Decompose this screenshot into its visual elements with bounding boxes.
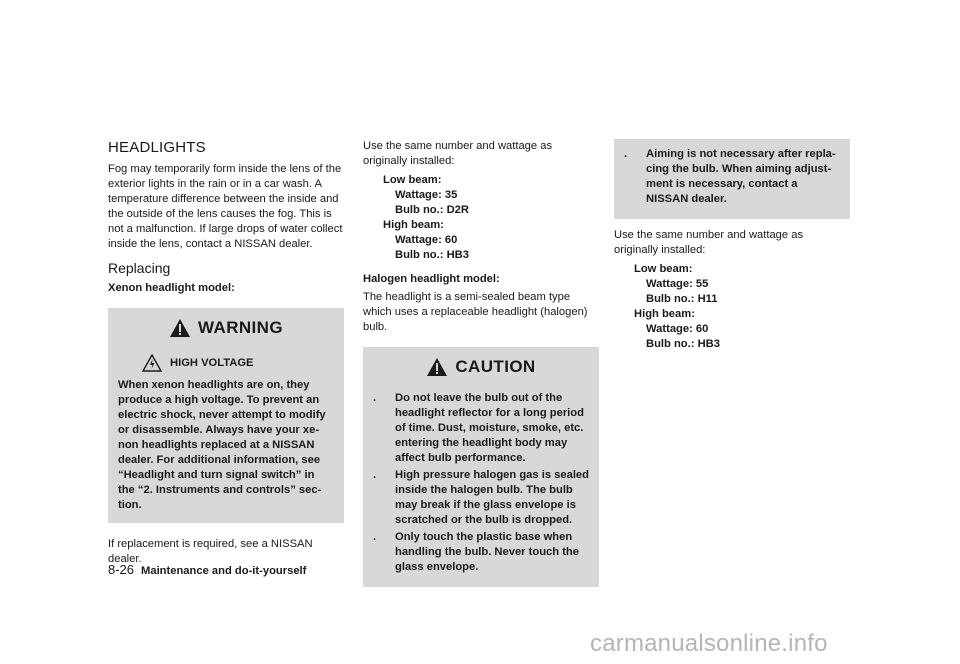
caution-bullet-text: Only touch the plastic base when handling the bulb. Never touch the glass envelope. xyxy=(395,531,579,573)
bullet-dot: . xyxy=(624,148,628,160)
high-beam-label: High beam: xyxy=(634,308,695,320)
section-title: HEADLIGHTS xyxy=(108,139,206,156)
footer-title: Maintenance and do-it-yourself xyxy=(141,565,307,577)
column-3 xyxy=(614,139,850,352)
warning-box xyxy=(108,308,344,523)
bullet-dot: . xyxy=(373,392,377,404)
caution-bullet xyxy=(373,530,589,575)
high-beam-label: High beam: xyxy=(383,219,444,231)
high-voltage-row xyxy=(118,354,334,372)
caution-triangle-icon xyxy=(426,357,448,377)
warning-header xyxy=(108,308,344,348)
warning-label: WARNING xyxy=(198,318,283,337)
high-beam-wattage: Wattage: 60 xyxy=(395,234,458,246)
caution-bullet xyxy=(373,468,589,528)
replacement-note: If replacement is required, see a NISSAN dealer. xyxy=(108,538,313,565)
caution-box xyxy=(363,347,599,587)
caution-bullet-text: High pressure halogen gas is sealed inside the halogen bulb. The bulb may break if the glass envelope is scratched or the bulb is dropped. xyxy=(395,469,589,526)
warning-triangle-icon xyxy=(169,318,191,338)
column-1 xyxy=(108,139,344,567)
aiming-bullet-text: Aiming is not necessary after repla-cing the bulb. When aiming adjust-ment is necessary, contact a NISSAN dealer. xyxy=(646,148,836,205)
halogen-spec-list xyxy=(614,262,850,352)
wattage-intro: Use the same number and wattage as originally installed: xyxy=(614,229,804,256)
replacing-heading: Replacing xyxy=(108,260,171,276)
high-voltage-label: HIGH VOLTAGE xyxy=(170,357,254,369)
low-beam-wattage: Wattage: 55 xyxy=(646,278,709,290)
high-beam-bulb: Bulb no.: HB3 xyxy=(395,249,469,261)
high-voltage-icon xyxy=(142,354,162,372)
warning-text: When xenon headlights are on, they produce a high voltage. To prevent an electric shock, never attempt to modify or disassemble. Always have your xe-non headlights replaced at a NISSAN dealer. For additional information, see “Headlight and turn signal switch” in the “2. Instruments and controls” sec-tion. xyxy=(118,379,326,511)
page-number: 8-26 xyxy=(108,562,135,577)
caution-bullet-text: Do not leave the bulb out of the headlight reflector for a long period of time. Dust, moisture, smoke, etc. entering the headlight body may affect bulb performance. xyxy=(395,392,584,464)
low-beam-wattage: Wattage: 35 xyxy=(395,189,458,201)
wattage-intro: Use the same number and wattage as originally installed: xyxy=(363,140,553,167)
caution-header xyxy=(363,347,599,387)
low-beam-label: Low beam: xyxy=(383,174,442,186)
bullet-dot: . xyxy=(373,531,377,543)
xenon-spec-list xyxy=(363,173,599,263)
caution-bullet xyxy=(373,391,589,466)
xenon-subheading: Xenon headlight model: xyxy=(108,282,235,294)
halogen-paragraph: The headlight is a semi-sealed beam type which uses a replaceable headlight (halogen) bulb. xyxy=(363,291,588,333)
halogen-subheading: Halogen headlight model: xyxy=(363,273,500,285)
fog-paragraph: Fog may temporarily form inside the lens of the exterior lights in the rain or in a car wash. A temperature difference between the inside and the outside of the lens causes the fog. This is not a malfunction. If large drops of water collect inside the lens, contact a NISSAN dealer. xyxy=(108,163,343,250)
low-beam-bulb: Bulb no.: D2R xyxy=(395,204,469,216)
caution-continued-box xyxy=(614,139,850,219)
high-beam-bulb: Bulb no.: HB3 xyxy=(646,338,720,350)
low-beam-label: Low beam: xyxy=(634,263,693,275)
column-2 xyxy=(363,139,599,587)
low-beam-bulb: Bulb no.: H11 xyxy=(646,293,718,305)
bullet-dot: . xyxy=(373,469,377,481)
aiming-bullet xyxy=(624,147,840,207)
page-footer xyxy=(108,562,306,577)
watermark: carmanualsonline.info xyxy=(590,630,828,657)
high-beam-wattage: Wattage: 60 xyxy=(646,323,709,335)
caution-label: CAUTION xyxy=(455,357,536,376)
